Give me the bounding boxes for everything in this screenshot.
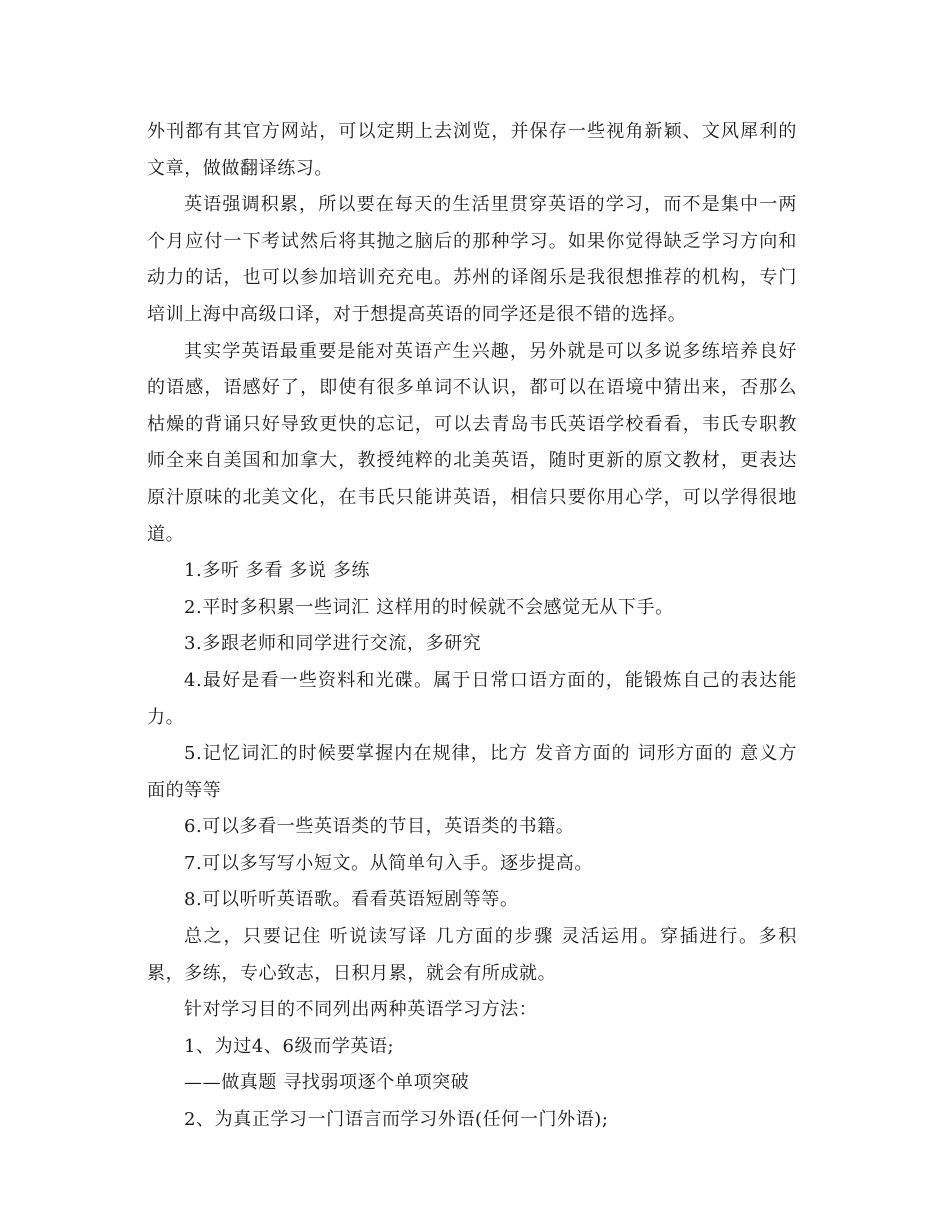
paragraph-2: 英语强调积累，所以要在每天的生活里贯穿英语的学习，而不是集中一两个月应付一下考试然后将其抛之脑后的那种学习。如果你觉得缺乏学习方向和动力的话，也可以参加培训充充电。苏州的译阁乐是我很想推荐的机构，专门培训上海中高级口译，对于想提高英语的同学还是很不错的选择。 [147,194,797,325]
list-item-4: 4.最好是看一些资料和光碟。属于日常口语方面的，能锻炼自己的表达能力。 [147,669,797,728]
paragraph-3: 其实学英语最重要是能对英语产生兴趣，另外就是可以多说多练培养良好的语感，语感好了，即使有很多单词不认识，都可以在语境中猜出来，否那么枯燥的背诵只好导致更快的忘记，可以去青岛韦氏英语学校看看，韦氏专职教师全来自美国和加拿大，教授纯粹的北美英语，随时更新的原文教材，更表达原汁原味的北美文化，在韦氏只能讲英语，相信只要你用心学，可以学得很地道。 [147,340,797,545]
list-item-6: 6.可以多看一些英语类的节目，英语类的书籍。 [184,816,575,838]
paragraph-1: 外刊都有其官方网站，可以定期上去浏览，并保存一些视角新颖、文风犀利的文章，做做翻译练习。 [147,121,797,179]
method-1: 1、为过4、6级而学英语; [184,1035,395,1057]
list-item-8: 8.可以听听英语歌。看看英语短剧等等。 [184,889,519,911]
list-item-2: 2.平时多积累一些词汇 这样用的时候就不会感觉无从下手。 [184,596,674,618]
list-item-7: 7.可以多写写小短文。从简单句入手。逐步提高。 [184,852,593,874]
method-2: 2、为真正学习一门语言而学习外语(任何一门外语); [184,1109,609,1131]
summary-paragraph: 总之，只要记住 听说读写译 几方面的步骤 灵活运用。穿插进行。多积累，多练，专心致志，日积月累，就会有所成就。 [147,926,797,984]
document-page [147,114,797,1139]
methods-intro: 针对学习目的不同列出两种英语学习方法： [184,999,538,1021]
list-item-5: 5.记忆词汇的时候要掌握内在规律，比方 发音方面的 词形方面的 意义方面的等等 [147,743,797,801]
method-1-detail: ——做真题 寻找弱项逐个单项突破 [184,1072,470,1094]
list-item-1: 1.多听 多看 多说 多练 [184,560,371,582]
list-item-3: 3.多跟老师和同学进行交流，多研究 [184,633,482,655]
